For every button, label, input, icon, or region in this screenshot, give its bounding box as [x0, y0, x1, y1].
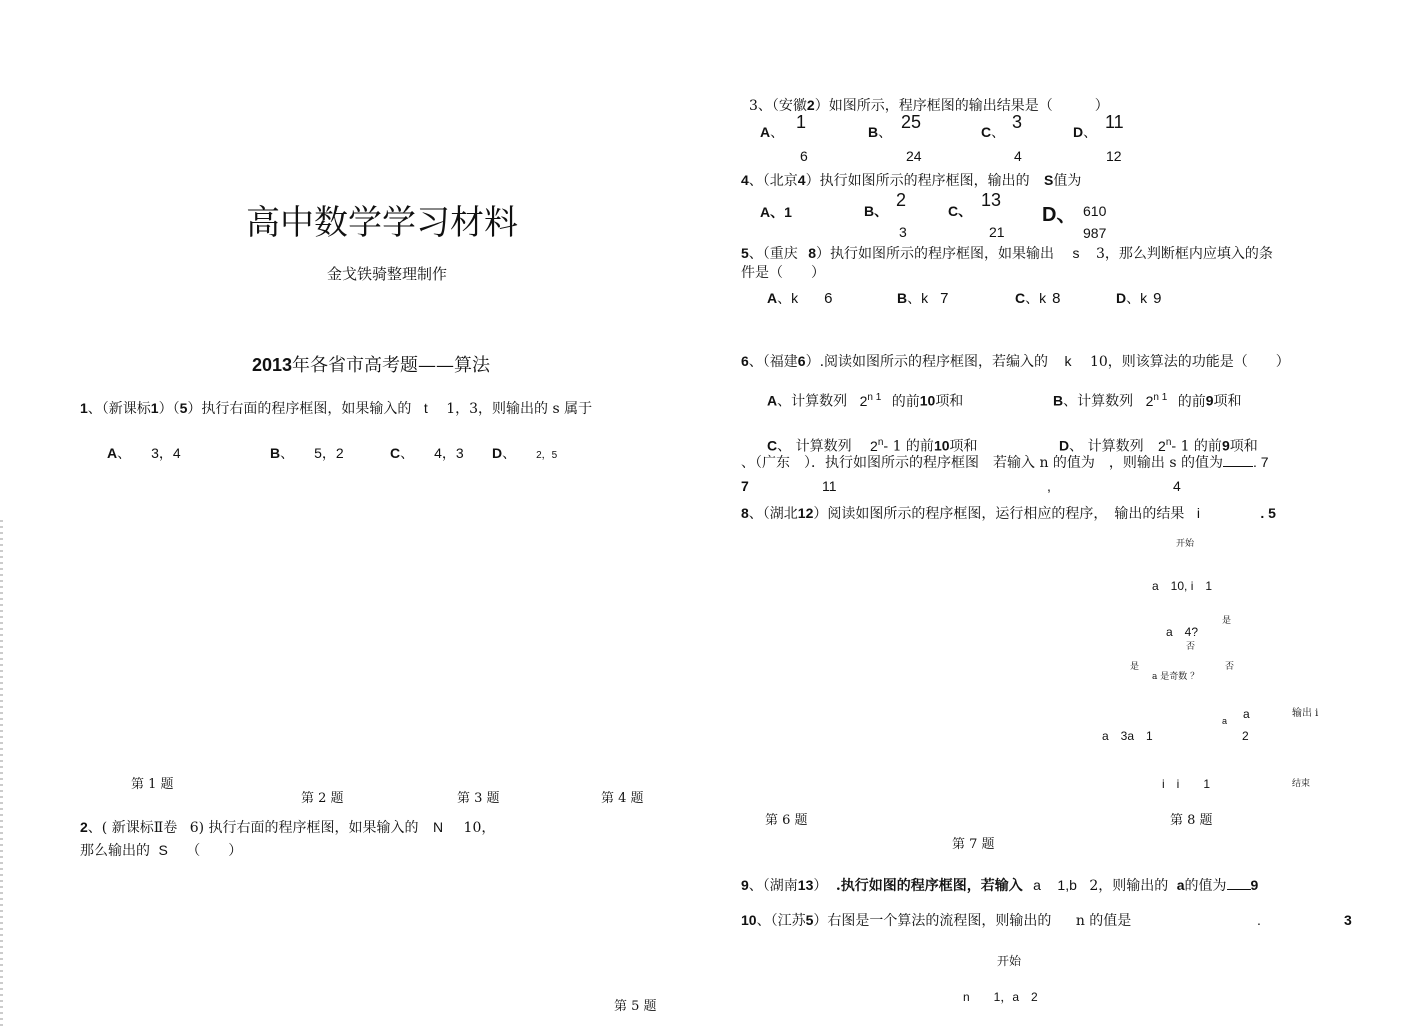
q4-option-d-numerator: 610: [1083, 203, 1107, 219]
q3-option-c-numerator: 3: [1012, 112, 1023, 132]
question-5: [741, 246, 1273, 261]
question-1: [80, 401, 592, 416]
option-label: D: [1073, 124, 1084, 140]
q4-variable: S: [1044, 172, 1054, 188]
flow8-output: 输出 i: [1292, 708, 1319, 719]
q1-source-number: 1: [150, 400, 159, 416]
document-subtitle: 金戈铁骑整理制作: [327, 265, 448, 283]
q1-text: ）（: [158, 401, 180, 417]
q2-text: 那么输出的: [80, 843, 150, 859]
flow10-init: n 1，a 2: [963, 990, 1038, 1004]
q7-value-11: 11: [822, 478, 837, 494]
q10-answer: 3: [1344, 912, 1352, 928]
q4-source-number: 4: [797, 172, 806, 188]
option-sep: 、: [117, 445, 132, 461]
q8-variable: i: [1196, 505, 1200, 521]
option-value: 2，5: [536, 450, 558, 461]
q7-comma: ,: [1047, 478, 1051, 494]
option-label: A: [107, 445, 118, 461]
option-value: 5，2: [314, 445, 344, 461]
document-title: 高中数学学习材料: [246, 203, 518, 243]
q6-variable: k: [1064, 353, 1072, 369]
option-label: C: [981, 124, 992, 140]
q9-text: 、（湖南: [748, 878, 798, 894]
option-value: 6: [824, 290, 833, 307]
option-label: D: [492, 445, 503, 461]
q6-text: 、（福建: [748, 354, 798, 370]
question-2: [80, 820, 495, 835]
option-label: B: [270, 445, 281, 461]
q5-option-b: [897, 291, 948, 306]
caption-q7: 第 7 题: [952, 837, 995, 852]
option-base: 2: [859, 392, 868, 409]
flow8-update-a: a 3a 1: [1102, 729, 1153, 743]
q3-option-c-denominator: 4: [1014, 148, 1022, 164]
question-9: [741, 878, 1258, 893]
q3-option-a-label: [760, 125, 784, 139]
option-sep: 、k: [1126, 290, 1148, 306]
q3-option-d-denominator: 12: [1106, 148, 1122, 164]
option-label: A: [767, 392, 778, 409]
q2-text: 6) 执行右面的程序框图，如果输入的: [189, 820, 419, 836]
q9-variable: a: [1176, 877, 1185, 893]
option-sep: 、k: [907, 290, 929, 306]
option-text: 项和: [935, 393, 964, 410]
q8-text: 、（湖北: [748, 506, 798, 522]
q5-text: 3，那么判断框内应填入的条: [1095, 246, 1273, 262]
q3-option-c-label: [981, 125, 1005, 139]
option-label: A: [767, 290, 778, 306]
q5-text: ）执行如图所示的程序框图，如果输出: [816, 246, 1055, 262]
option-text: 项和: [1229, 438, 1258, 455]
question-7: [741, 455, 1269, 470]
flow8-yes2: 是: [1130, 662, 1140, 672]
option-text: 、计算数列: [1063, 393, 1134, 410]
q1-number: 1: [80, 400, 88, 416]
q1-option-c: [390, 446, 464, 460]
option-value: 4，3: [434, 445, 464, 461]
q4-option-b-label: B、: [864, 203, 889, 219]
q6-option-b: [1053, 393, 1242, 409]
q9-source-number: 13: [797, 877, 814, 893]
heading-text: 年各省市高考题——算法: [292, 355, 491, 376]
q4-number: 4: [741, 172, 749, 188]
q2-text: 、( 新课标Ⅱ卷: [87, 820, 178, 836]
option-sep: 、: [878, 124, 893, 140]
q10-source-number: 5: [805, 912, 814, 928]
option-sep: 、k: [777, 290, 799, 306]
q1-option-b: [270, 446, 344, 460]
q9-variable: a: [1033, 877, 1041, 893]
flow8-no2: 否: [1225, 662, 1235, 672]
q10-dot: .: [1257, 912, 1261, 928]
q1-text: ）执行右面的程序框图，如果输入的: [187, 401, 412, 417]
option-label: C: [1015, 290, 1026, 306]
caption-q6: 第 6 题: [765, 813, 808, 828]
option-text: 、 计算数列: [777, 438, 852, 455]
option-text: - 1 的前: [883, 438, 934, 455]
q2-line2: [80, 843, 242, 858]
q9-text: ）: [813, 878, 828, 894]
q6-option-d: [1059, 438, 1258, 454]
q6-source-number: 6: [797, 353, 806, 369]
q3-option-d-numerator: 11: [1105, 112, 1124, 132]
option-value: 9: [1153, 290, 1162, 307]
q2-text: 10，: [463, 820, 496, 836]
q9-number: 9: [741, 877, 749, 893]
option-label: D: [1116, 290, 1127, 306]
q4-option-b-numerator: 2: [896, 190, 907, 210]
option-exponent: n 1: [1153, 392, 1168, 403]
caption-q5: 第 5 题: [614, 999, 657, 1014]
option-label: D: [1059, 437, 1070, 454]
q3-option-b-denominator: 24: [906, 148, 922, 164]
q10-text: 、（江苏: [756, 913, 806, 929]
q6-text: 10，则该算法的功能是（ ）: [1089, 354, 1290, 370]
caption-q4: 第 4 题: [601, 791, 644, 806]
option-sep: 、: [280, 445, 295, 461]
option-text: 的前: [1177, 393, 1206, 410]
q4-option-c-label: C、: [948, 203, 973, 219]
q5-option-d: [1116, 291, 1161, 306]
option-sep: 、: [400, 445, 415, 461]
q6-option-a: [767, 393, 963, 409]
q7-value-7: 7: [741, 478, 749, 494]
q1-source-number: 5: [179, 400, 188, 416]
q6-number: 6: [741, 353, 749, 369]
q4-option-c-numerator: 13: [981, 190, 1002, 210]
option-base: 2: [1158, 437, 1166, 454]
option-label: B: [868, 124, 879, 140]
flow8-two: 2: [1242, 729, 1249, 743]
option-exponent: n 1: [867, 392, 882, 403]
question-4: [741, 173, 1081, 188]
q6-option-c: [767, 438, 978, 454]
q7-value-4: 4: [1173, 478, 1181, 494]
q1-option-a: [107, 446, 181, 460]
option-text: - 1 的前: [1171, 438, 1222, 455]
option-sep: 、: [502, 445, 517, 461]
q1-text: 1，3，则输出的 s 属于: [446, 401, 593, 417]
option-count: 9: [1205, 392, 1214, 409]
option-label: A: [760, 124, 771, 140]
question-6: [741, 354, 1290, 369]
q8-answer: . 5: [1260, 505, 1276, 521]
option-text: 项和: [949, 438, 978, 455]
q3-text: 3、（安徽: [749, 98, 807, 114]
option-base: 2: [870, 437, 878, 454]
caption-q3: 第 3 题: [457, 791, 500, 806]
option-sep: 、k: [1025, 290, 1047, 306]
option-exponent: n: [877, 437, 884, 448]
q3-source-number: 2: [806, 97, 815, 113]
flow8-yes1: 是: [1222, 616, 1232, 626]
option-exponent: n: [1165, 437, 1172, 448]
q8-source-number: 12: [797, 505, 814, 521]
q2-blank: （ ）: [186, 843, 243, 859]
question-10: [741, 913, 1131, 928]
option-value: 8: [1052, 290, 1061, 307]
q3-option-a-denominator: 6: [800, 148, 808, 164]
q3-option-a-numerator: 1: [796, 112, 807, 132]
q4-option-d-label: D、: [1042, 204, 1077, 226]
q4-text: 、（北京: [748, 173, 798, 189]
q5-option-a: [767, 291, 832, 306]
q1-option-d: [492, 446, 557, 461]
option-sep: 、: [770, 124, 785, 140]
flow8-init: a 10, i 1: [1152, 579, 1213, 593]
option-label: B: [897, 290, 908, 306]
flow8-increment: i i 1: [1162, 777, 1211, 791]
q9-text: 的值为: [1184, 878, 1227, 894]
flow8-no1: 否: [1186, 642, 1196, 652]
option-sep: 、: [991, 124, 1006, 140]
caption-q8: 第 8 题: [1170, 813, 1213, 828]
option-text: 、 计算数列: [1069, 438, 1144, 455]
flow8-start: 开始: [1176, 539, 1195, 549]
q9-answer-blank: [1227, 879, 1251, 890]
q4-option-b-denominator: 3: [899, 224, 907, 240]
heading-year: 2013: [252, 355, 293, 375]
q4-text: 值为: [1053, 173, 1082, 189]
question-8: [741, 506, 1276, 521]
q5-variable: s: [1072, 245, 1080, 261]
option-label: C: [390, 445, 401, 461]
flow8-cond1: a 4?: [1166, 625, 1199, 639]
q10-number: 10: [741, 912, 757, 928]
caption-q2: 第 2 题: [301, 791, 344, 806]
q5-text: 、（重庆: [748, 246, 798, 262]
q10-text: ）右图是一个算法的流程图，则输出的: [813, 913, 1052, 929]
q3-option-b-label: [868, 125, 892, 139]
caption-q1: 第 1 题: [131, 777, 174, 792]
q2-variable: S: [158, 842, 168, 858]
option-text: 项和: [1213, 393, 1242, 410]
q4-option-a: A、1: [760, 204, 792, 220]
flow10-start: 开始: [997, 954, 1022, 968]
option-sep: 、: [1083, 124, 1098, 140]
option-count: 9: [1221, 437, 1230, 454]
q2-number: 2: [80, 819, 88, 835]
option-base: 2: [1145, 392, 1154, 409]
q8-text: ）阅读如图所示的程序框图，运行相应的程序， 输出的结果: [813, 506, 1185, 522]
q7-text: 、（广东 ）．执行如图所示的程序框图 若输入 n 的值为 ，则输出 s 的值为: [741, 455, 1223, 471]
option-text: 、计算数列: [777, 393, 848, 410]
q5-number: 5: [741, 245, 749, 261]
q3-text: ）如图所示，程序框图的输出结果是（ ）: [814, 98, 1109, 114]
q9-text: 1,b: [1057, 877, 1077, 893]
q3-option-b-numerator: 25: [901, 112, 922, 132]
question-3: [749, 98, 1109, 113]
flow8-a-top: a: [1243, 707, 1250, 721]
page-edge-dots: [0, 520, 3, 1030]
flow8-cond2: a 是奇数 ？: [1152, 672, 1200, 682]
option-label: B: [1053, 392, 1064, 409]
q4-option-d-denominator: 987: [1083, 225, 1107, 241]
q7-answer-blank: [1223, 456, 1253, 467]
q10-text: n 的值是: [1075, 913, 1132, 929]
option-value: 7: [940, 290, 949, 307]
q7-answer: . 7: [1253, 454, 1269, 470]
option-text: 的前: [891, 393, 920, 410]
q5-option-c: [1015, 291, 1060, 306]
q8-number: 8: [741, 505, 749, 521]
q4-text: ）执行如图所示的程序框图，输出的: [805, 173, 1030, 189]
option-value: 3，4: [151, 445, 181, 461]
q9-text: 2，则输出的: [1089, 878, 1169, 894]
q5-line2: 件是（ ）: [741, 265, 825, 281]
q9-answer: 9: [1250, 877, 1259, 893]
q3-option-d-label: [1073, 125, 1097, 139]
q6-text: ）.阅读如图所示的程序框图，若编入的: [805, 354, 1049, 370]
option-count: 10: [919, 392, 936, 409]
q4-option-c-denominator: 21: [989, 224, 1005, 240]
section-heading: [252, 356, 490, 375]
option-label: C: [767, 437, 778, 454]
flow8-end: 结束: [1292, 779, 1311, 789]
q1-variable: t: [423, 400, 428, 416]
q5-source-number: 8: [808, 245, 817, 261]
q9-text: .执行如图的程序框图，若输入: [835, 878, 1023, 894]
q1-text: 、（新课标: [87, 401, 151, 417]
flow8-a-small: a: [1222, 716, 1228, 726]
q2-variable: N: [432, 819, 444, 835]
option-count: 10: [933, 437, 950, 454]
